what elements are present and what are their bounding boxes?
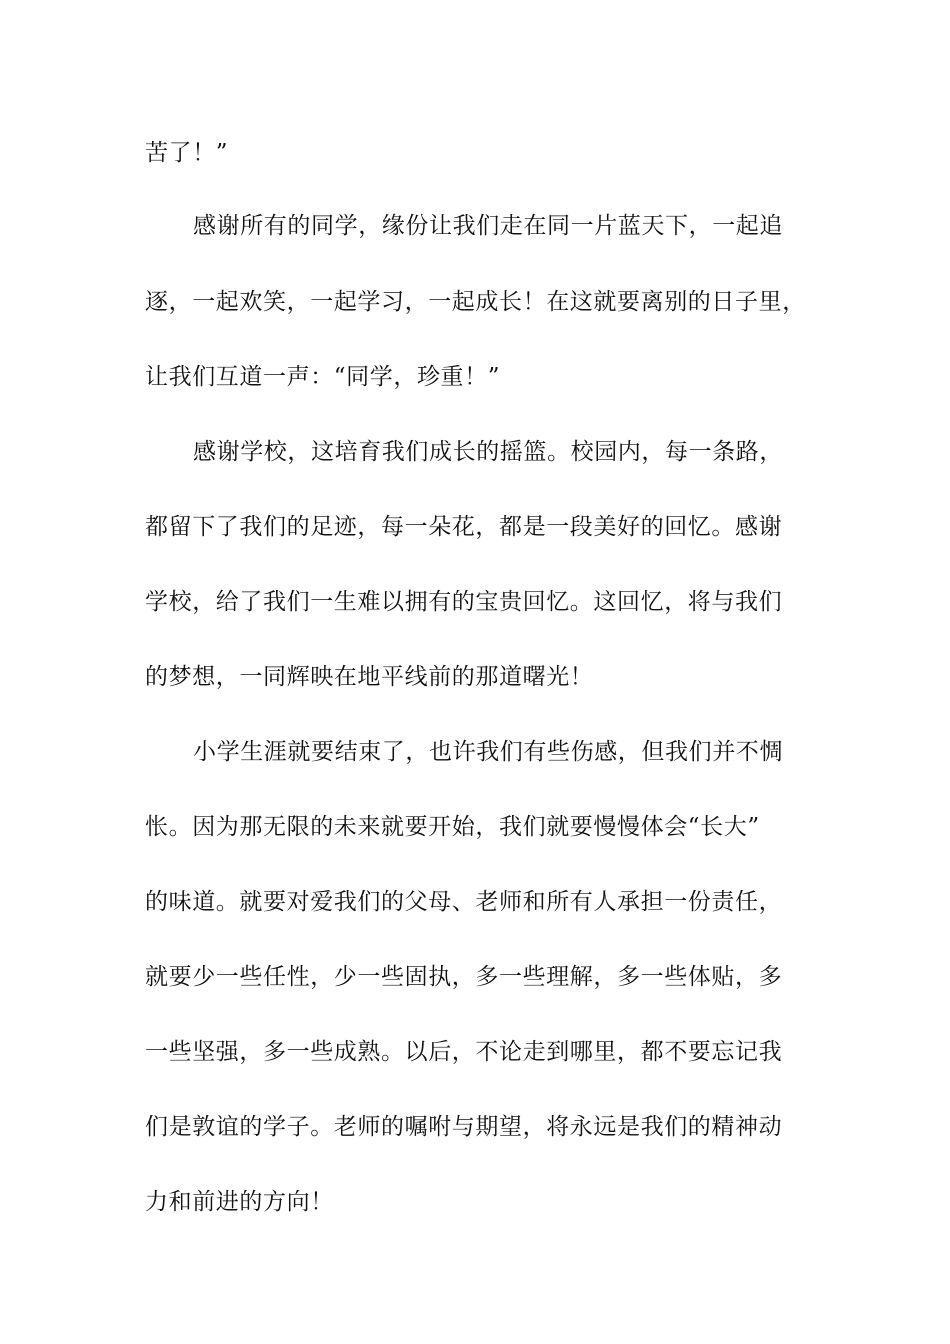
text-line: 力和前进的方向！ <box>145 1189 334 1215</box>
text-line: 的梦想，一同辉映在地平线前的那道曙光！ <box>145 664 594 690</box>
text-line: 一些坚强，多一些成熟。以后，不论走到哪里，都不要忘记我 <box>145 1039 783 1065</box>
text-line: 学校，给了我们一生难以拥有的宝贵回忆。这回忆，将与我们 <box>145 589 783 615</box>
text-line: 的味道。就要对爱我们的父母、老师和所有人承担一份责任， <box>145 889 783 915</box>
paragraph-first-line: 小学生涯就要结束了，也许我们有些伤感，但我们并不惆 <box>193 739 783 765</box>
text-line: 逐，一起欢笑，一起学习，一起成长！在这就要离别的日子里， <box>145 289 806 315</box>
paragraph-first-line: 感谢学校，这培育我们成长的摇篮。校园内，每一条路， <box>193 439 783 465</box>
text-line: 们是敦谊的学子。老师的嘱咐与期望，将永远是我们的精神动 <box>145 1114 783 1140</box>
text-line: 就要少一些任性，少一些固执，多一些理解，多一些体贴，多 <box>145 964 783 990</box>
paragraph-first-line: 感谢所有的同学，缘份让我们走在同一片蓝天下，一起追 <box>193 213 783 239</box>
text-line: 怅。因为那无限的未来就要开始，我们就要慢慢体会“长大” <box>145 814 760 840</box>
text-line: 苦了！” <box>145 140 229 166</box>
text-line: 都留下了我们的足迹，每一朵花，都是一段美好的回忆。感谢 <box>145 514 783 540</box>
text-line: 让我们互道一声：“同学，珍重！” <box>145 364 501 390</box>
